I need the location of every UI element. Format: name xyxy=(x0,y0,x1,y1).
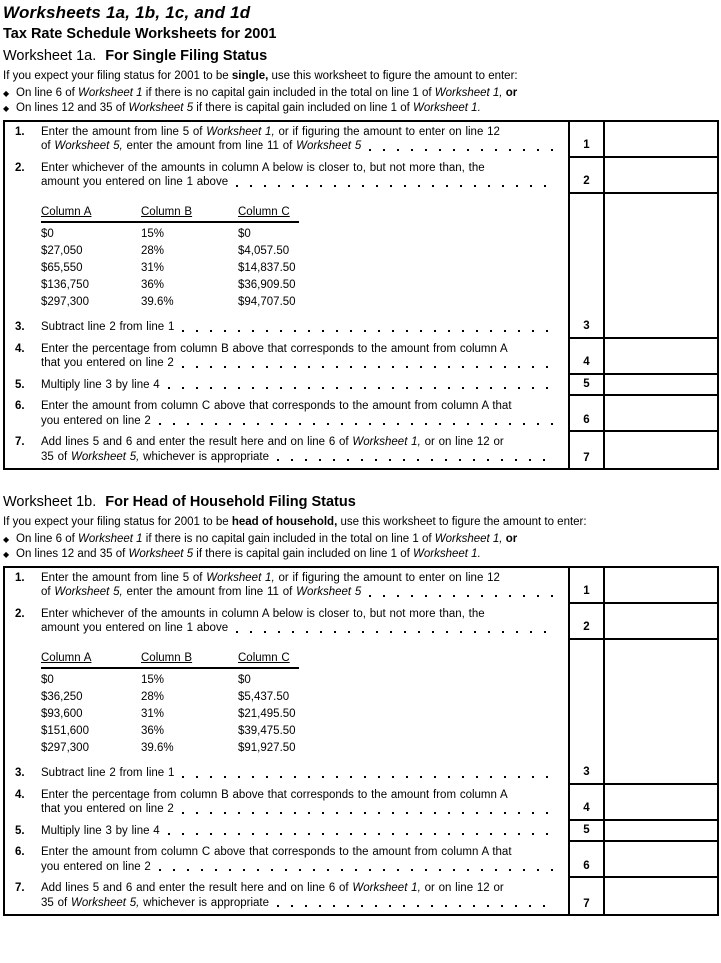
text-run: Enter whichever of the amounts in column A below is closer to, but not more than, the xyxy=(41,161,485,174)
line-box-number: 3 xyxy=(568,194,605,339)
line-body xyxy=(41,125,500,140)
text-run: Enter the amount from line 5 of xyxy=(41,125,207,138)
text-run: if there is no capital gain included in the total on line 1 of xyxy=(142,532,435,545)
entry-cell xyxy=(605,878,717,914)
line-number: 2. xyxy=(15,161,25,174)
line-text xyxy=(41,175,562,190)
text-run: Worksheet 1, xyxy=(352,436,421,448)
rate-table-cell: $0 xyxy=(41,674,54,686)
line-text xyxy=(15,161,562,176)
text-run: Worksheet 1 xyxy=(78,86,143,99)
line-text-cell xyxy=(5,568,568,604)
text-run: Worksheet 5, xyxy=(70,450,140,463)
diamond-bullet-icon: ◆ xyxy=(3,549,10,559)
text-run: Worksheet 5, xyxy=(70,896,140,909)
line-item-row xyxy=(5,158,717,194)
line-text-cell xyxy=(5,604,568,640)
rate-table-cell: $65,550 xyxy=(41,262,83,274)
line-item-row xyxy=(5,878,717,914)
line-body xyxy=(41,356,174,371)
text-run: Worksheet 1, xyxy=(434,532,503,545)
entry-cell xyxy=(605,396,717,432)
worksheet-1b-heading xyxy=(3,494,719,511)
line-number: 2. xyxy=(15,607,25,620)
text-run: If you expect your filing status for 2001 to be xyxy=(3,516,232,528)
rate-table-cell: $93,600 xyxy=(41,708,83,720)
worksheet-1b-title: For Head of Household Filing Status xyxy=(105,494,356,510)
text-run: Worksheet 5, xyxy=(54,586,123,598)
bullet-item xyxy=(3,547,719,562)
line-number: 6. xyxy=(15,846,25,858)
line-text-cell xyxy=(5,821,568,843)
line-body xyxy=(41,896,269,911)
leader-dots xyxy=(159,869,554,871)
text-run: On lines 12 and 35 of xyxy=(16,547,129,560)
line-box-number: 4 xyxy=(568,785,605,821)
line-box-number: 6 xyxy=(568,842,605,878)
rate-table-cell: 39.6% xyxy=(141,742,174,754)
line-body xyxy=(41,161,485,176)
line-number: 7. xyxy=(15,882,25,894)
rate-table-cell: $36,909.50 xyxy=(238,279,296,291)
line-text-cell xyxy=(5,842,568,878)
text-run: or if figuring the amount to enter on line 12 xyxy=(274,571,500,584)
text-run: Enter the percentage from column B above that corresponds to the amount from column A xyxy=(41,788,508,801)
line-body xyxy=(41,414,151,429)
line-text xyxy=(15,607,562,622)
bullet-text xyxy=(16,532,517,547)
line-text xyxy=(41,356,562,371)
text-run: enter the amount from line 11 of xyxy=(122,586,297,598)
text-run: that you entered on line 2 xyxy=(41,803,174,815)
line-number: 6. xyxy=(15,400,25,412)
line-text xyxy=(41,860,562,875)
line-box-number: 6 xyxy=(568,396,605,432)
worksheet-1a-section xyxy=(3,48,719,470)
rate-table-cell: 36% xyxy=(141,725,165,737)
diamond-bullet-icon: ◆ xyxy=(3,534,10,544)
line-text xyxy=(15,788,562,803)
rate-table-header: Column B xyxy=(141,651,193,664)
text-run: Subtract line 2 from line 1 xyxy=(41,767,175,779)
rate-table-cell: $94,707.50 xyxy=(238,296,296,308)
line-text xyxy=(41,621,562,636)
line-text-cell xyxy=(5,375,568,397)
line-body xyxy=(41,342,508,357)
entry-cell xyxy=(605,604,717,640)
line-number: 1. xyxy=(15,571,25,584)
rate-table-row xyxy=(41,723,299,740)
text-run: use this worksheet to figure the amount to enter: xyxy=(337,516,587,528)
diamond-bullet-icon: ◆ xyxy=(3,103,10,113)
text-run: of xyxy=(41,586,55,598)
line-text xyxy=(41,450,562,465)
rate-table-cell: 31% xyxy=(141,708,165,720)
rate-table-cell: 15% xyxy=(141,674,165,686)
text-run: Subtract line 2 from line 1 xyxy=(41,321,175,333)
line-box-number: 3 xyxy=(568,640,605,785)
bullet-item xyxy=(3,86,719,101)
line-body xyxy=(41,571,500,586)
diamond-bullet-icon: ◆ xyxy=(3,88,10,98)
line-item-row xyxy=(5,821,717,843)
text-run: Multiply line 3 by line 4 xyxy=(41,824,160,837)
text-run: Worksheet 5 xyxy=(128,101,194,114)
bullet-text xyxy=(16,86,517,101)
rate-table-row xyxy=(41,689,299,706)
rate-table-cell: $136,750 xyxy=(41,279,89,291)
entry-cell xyxy=(605,375,717,397)
line-body xyxy=(41,881,504,896)
text-run: head of household, xyxy=(231,516,338,528)
line-box-number: 1 xyxy=(568,122,605,158)
bullet-text xyxy=(16,101,481,116)
worksheet-1b-label: Worksheet 1b. xyxy=(3,494,97,510)
text-run: of xyxy=(41,140,55,152)
rate-table-body xyxy=(41,669,299,757)
line-body xyxy=(41,450,269,465)
text-run: Worksheet 1. xyxy=(413,547,481,560)
rate-table-cell: $297,300 xyxy=(41,742,89,754)
line-text-cell xyxy=(5,878,568,914)
bullet-item xyxy=(3,101,719,116)
line-box-number: 5 xyxy=(568,821,605,843)
line-box-number: 5 xyxy=(568,375,605,397)
text-run: Enter whichever of the amounts in column A below is closer to, but not more than, the xyxy=(41,607,485,620)
text-run: or on line 12 or xyxy=(420,882,504,894)
rate-table-cell: $39,475.50 xyxy=(238,725,296,737)
rate-table-header: Column C xyxy=(238,205,290,218)
rate-table-header: Column C xyxy=(238,651,290,664)
line-body xyxy=(41,766,174,781)
rate-table-cell: $5,437.50 xyxy=(238,691,290,703)
line-number: 3. xyxy=(15,767,25,779)
leader-dots xyxy=(182,812,554,814)
text-run: whichever is appropriate xyxy=(139,896,269,909)
rate-table xyxy=(41,205,299,312)
line-text xyxy=(15,125,562,140)
leader-dots xyxy=(159,423,554,425)
line-text xyxy=(41,585,562,600)
page-subtitle: Tax Rate Schedule Worksheets for 2001 xyxy=(3,26,277,42)
line-text xyxy=(15,766,562,781)
rate-table-row xyxy=(41,243,299,260)
text-run: or xyxy=(505,532,518,545)
page-title: Worksheets 1a, 1b, 1c, and 1d xyxy=(3,3,251,22)
worksheet-1a-table xyxy=(3,120,719,471)
rate-table-cell: $91,927.50 xyxy=(238,742,296,754)
line-text xyxy=(15,881,562,896)
text-run: Enter the amount from column C above that corresponds to the amount from column A that xyxy=(41,400,512,412)
line-text-cell xyxy=(5,122,568,158)
leader-dots xyxy=(182,330,554,332)
worksheet-1a-intro xyxy=(3,69,719,84)
text-run: On lines 12 and 35 of xyxy=(16,101,129,114)
text-run: If you expect your filing status for 2001 to be xyxy=(3,70,232,82)
text-run: amount you entered on line 1 above xyxy=(41,622,229,634)
text-run: Enter the amount from column C above that corresponds to the amount from column A that xyxy=(41,846,512,858)
rate-table-cell: 36% xyxy=(141,279,165,291)
line-body xyxy=(41,139,361,154)
rate-table-row xyxy=(41,277,299,294)
text-run: Add lines 5 and 6 and enter the result here and on line 6 of xyxy=(41,436,353,448)
rate-table-header-row xyxy=(41,651,299,670)
line-item-row xyxy=(5,568,717,604)
text-run: if there is no capital gain included in the total on line 1 of xyxy=(142,86,435,99)
line-text xyxy=(15,399,562,414)
leader-dots xyxy=(168,833,554,835)
rate-table-header: Column A xyxy=(41,205,92,218)
line-text xyxy=(15,571,562,586)
text-run: that you entered on line 2 xyxy=(41,357,174,369)
worksheet-1b-intro xyxy=(3,515,719,530)
rate-table-cell: $21,495.50 xyxy=(238,708,296,720)
line-box-number: 2 xyxy=(568,158,605,194)
leader-dots xyxy=(369,149,554,151)
line-body xyxy=(41,585,361,600)
leader-dots xyxy=(277,905,554,907)
line-item-row xyxy=(5,194,717,339)
text-run: Enter the amount from line 5 of xyxy=(41,571,207,584)
line-text xyxy=(15,845,562,860)
rate-table xyxy=(41,651,299,758)
line-item-row xyxy=(5,122,717,158)
worksheet-1b-table xyxy=(3,566,719,917)
rate-table-cell: $151,600 xyxy=(41,725,89,737)
entry-cell xyxy=(605,821,717,843)
line-text-cell xyxy=(5,785,568,821)
rate-table-body xyxy=(41,223,299,311)
rate-table-cell: $0 xyxy=(238,228,251,240)
line-number: 1. xyxy=(15,125,25,138)
text-run: Worksheet 5 xyxy=(296,586,362,598)
rate-table-header: Column A xyxy=(41,651,92,664)
line-body xyxy=(41,175,228,190)
bullet-item xyxy=(3,532,719,547)
line-number: 4. xyxy=(15,788,25,801)
line-text xyxy=(15,320,562,335)
text-run: On line 6 of xyxy=(16,86,79,99)
rate-table-row xyxy=(41,672,299,689)
line-text-cell xyxy=(5,396,568,432)
line-body xyxy=(41,802,174,817)
rate-table-row xyxy=(41,706,299,723)
text-run: you entered on line 2 xyxy=(41,414,151,427)
entry-cell xyxy=(605,568,717,604)
rate-table-cell: $297,300 xyxy=(41,296,89,308)
line-number: 5. xyxy=(15,378,25,391)
line-box-number: 4 xyxy=(568,339,605,375)
line-body xyxy=(41,845,512,860)
line-number: 4. xyxy=(15,342,25,355)
text-run: On line 6 of xyxy=(16,532,79,545)
line-body xyxy=(41,824,160,839)
text-run: whichever is appropriate xyxy=(139,450,269,463)
line-text-cell xyxy=(5,432,568,468)
line-number: 3. xyxy=(15,321,25,333)
line-item-row xyxy=(5,339,717,375)
line-body xyxy=(41,378,160,393)
leader-dots xyxy=(168,387,554,389)
text-run: amount you entered on line 1 above xyxy=(41,176,229,188)
line-body xyxy=(41,399,512,414)
rate-table-cell: $14,837.50 xyxy=(238,262,296,274)
text-run: Worksheet 5 xyxy=(296,140,362,152)
rate-table-row xyxy=(41,260,299,277)
line-body xyxy=(41,607,485,622)
line-box-number: 1 xyxy=(568,568,605,604)
line-item-row xyxy=(5,785,717,821)
rate-table-header-row xyxy=(41,205,299,224)
line-box-number: 2 xyxy=(568,604,605,640)
line-text xyxy=(15,378,562,393)
line-number: 5. xyxy=(15,824,25,837)
entry-cell xyxy=(605,194,717,339)
entry-cell xyxy=(605,640,717,785)
line-box-number: 7 xyxy=(568,432,605,468)
text-run: Worksheet 1, xyxy=(206,125,275,138)
entry-cell xyxy=(605,339,717,375)
text-run: Enter the percentage from column B above that corresponds to the amount from column A xyxy=(41,342,508,355)
line-text xyxy=(41,802,562,817)
line-text-cell xyxy=(5,158,568,194)
text-run: Multiply line 3 by line 4 xyxy=(41,378,160,391)
line-body xyxy=(41,320,174,335)
line-text xyxy=(41,896,562,911)
leader-dots xyxy=(369,595,554,597)
text-run: Worksheet 1, xyxy=(434,86,503,99)
rate-table-cell: 28% xyxy=(141,691,165,703)
line-text xyxy=(41,414,562,429)
worksheet-1a-title: For Single Filing Status xyxy=(105,48,268,64)
line-text-cell xyxy=(5,339,568,375)
line-item-row xyxy=(5,842,717,878)
line-body xyxy=(41,435,504,450)
text-run: or if figuring the amount to enter on line 12 xyxy=(274,125,500,138)
rate-table-cell: $0 xyxy=(41,228,54,240)
rate-table-cell: $27,050 xyxy=(41,245,83,257)
line-number: 7. xyxy=(15,436,25,448)
line-text-cell xyxy=(5,194,568,339)
leader-dots xyxy=(236,185,554,187)
leader-dots xyxy=(182,776,554,778)
entry-cell xyxy=(605,158,717,194)
bullet-text xyxy=(16,547,481,562)
entry-cell xyxy=(605,842,717,878)
rate-table-cell: 31% xyxy=(141,262,165,274)
line-item-row xyxy=(5,604,717,640)
rate-table-cell: $36,250 xyxy=(41,691,83,703)
rate-table-header: Column B xyxy=(141,205,193,218)
entry-cell xyxy=(605,122,717,158)
text-run: if there is capital gain included on line 1 of xyxy=(193,101,414,114)
line-item-row xyxy=(5,396,717,432)
rate-table-cell: 28% xyxy=(141,245,165,257)
entry-cell xyxy=(605,785,717,821)
line-text-cell xyxy=(5,640,568,785)
line-body xyxy=(41,860,151,875)
rate-table-row xyxy=(41,226,299,243)
line-body xyxy=(41,788,508,803)
leader-dots xyxy=(182,366,554,368)
rate-table-cell: $0 xyxy=(238,674,251,686)
line-text xyxy=(15,435,562,450)
text-run: enter the amount from line 11 of xyxy=(122,140,297,152)
line-body xyxy=(41,621,228,636)
rate-table-row xyxy=(41,740,299,757)
worksheet-1a-heading xyxy=(3,48,719,65)
line-text xyxy=(15,342,562,357)
line-box-number: 7 xyxy=(568,878,605,914)
text-run: Worksheet 1, xyxy=(352,882,421,894)
entry-cell xyxy=(605,432,717,468)
text-run: Worksheet 5, xyxy=(54,140,123,152)
text-run: or on line 12 or xyxy=(420,436,504,448)
rate-table-cell: $4,057.50 xyxy=(238,245,290,257)
text-run: Worksheet 1. xyxy=(413,101,481,114)
line-item-row xyxy=(5,375,717,397)
text-run: Worksheet 1 xyxy=(78,532,143,545)
rate-table-row xyxy=(41,294,299,311)
text-run: Worksheet 1, xyxy=(206,571,275,584)
text-run: Worksheet 5 xyxy=(128,547,194,560)
worksheet-1a-label: Worksheet 1a. xyxy=(3,48,97,64)
line-text xyxy=(15,824,562,839)
rate-table-cell: 15% xyxy=(141,228,165,240)
line-text xyxy=(41,139,562,154)
leader-dots xyxy=(236,631,554,633)
text-run: use this worksheet to figure the amount to enter: xyxy=(268,70,518,82)
rate-table-cell: 39.6% xyxy=(141,296,174,308)
text-run: 35 of xyxy=(41,896,71,909)
text-run: Add lines 5 and 6 and enter the result here and on line 6 of xyxy=(41,882,353,894)
text-run: single, xyxy=(231,70,269,82)
text-run: you entered on line 2 xyxy=(41,860,151,873)
text-run: 35 of xyxy=(41,450,71,463)
worksheet-1b-section xyxy=(3,494,719,916)
text-run: if there is capital gain included on line 1 of xyxy=(193,547,414,560)
leader-dots xyxy=(277,459,554,461)
line-item-row xyxy=(5,432,717,468)
line-item-row xyxy=(5,640,717,785)
text-run: or xyxy=(505,86,518,99)
